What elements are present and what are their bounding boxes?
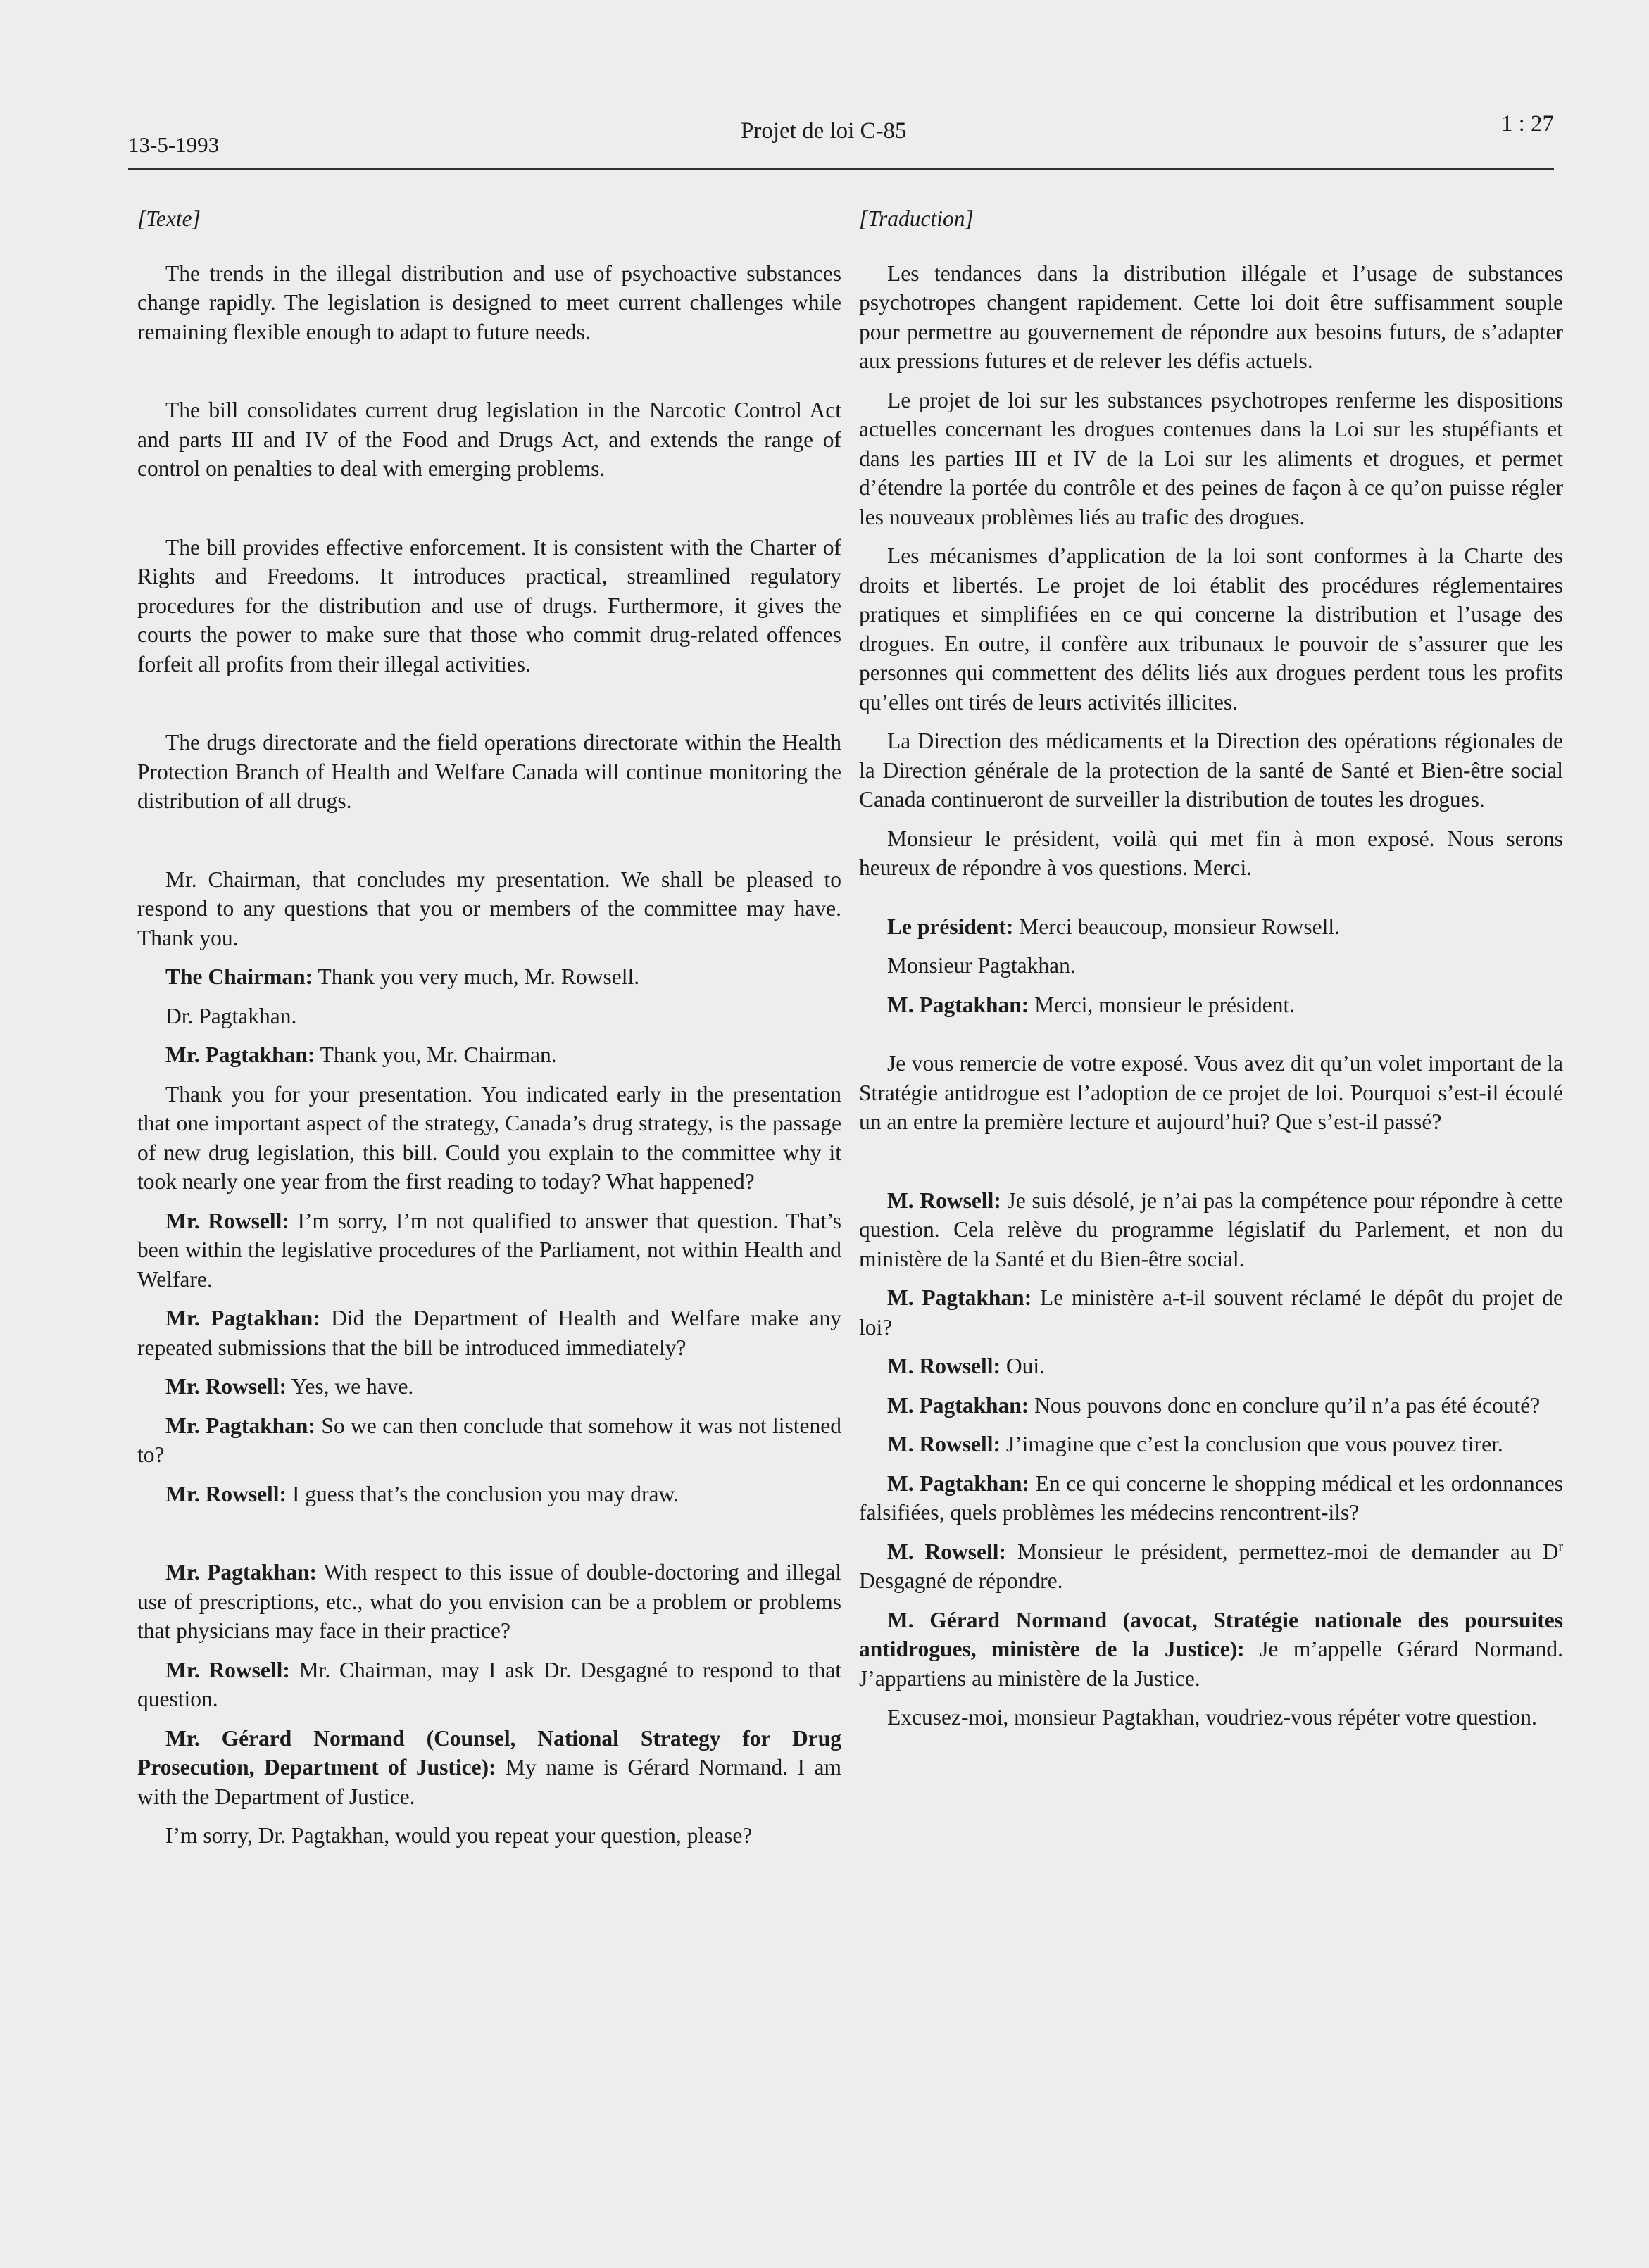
speaker-name: Mr. Rowsell: bbox=[165, 1208, 289, 1233]
speaker-name: Mr. Pagtakhan: bbox=[165, 1306, 320, 1330]
paragraph: Mr. Chairman, that concludes my presentation. We shall be pleased to respond to any questions that you or members of the committee may have. Thank you. bbox=[137, 867, 841, 950]
paragraph: Les mécanismes d’application de la loi sont conformes à la Charte des droits et libertés. Le projet de loi établit des procédures réglementaires pratiques et simplifiées en ce qui concerne la distribution et l’usage des drogues. En outre, il confère aux tribunaux le pouvoir de s’assurer que les personnes qui commettent des délits liés aux drogues perdent tous les profits qu’elles ont tirés de leurs activités illicites. bbox=[859, 543, 1563, 714]
paragraph: La Direction des médicaments et la Direction des opérations régionales de la Direction générale de la protection de la santé de Santé et Bien-être social Canada continueront de surveiller la distribution de toutes les drogues. bbox=[859, 729, 1563, 812]
speech-text: Je m’appelle Gérard Normand. J’appartiens au ministère de la Justice. bbox=[859, 1637, 1564, 1691]
speech-text: Merci beaucoup, monsieur Rowsell. bbox=[1013, 914, 1340, 939]
speech bbox=[859, 1537, 1563, 1596]
header-title: Projet de loi C-85 bbox=[741, 118, 907, 144]
speaker-name: Mr. Rowsell: bbox=[165, 1374, 287, 1399]
speech-text: With respect to this issue of double-doctoring and illegal use of prescriptions, etc., what do you envision can be a problem or problems that physicians may face in their practice? bbox=[137, 1560, 841, 1643]
english-column bbox=[137, 204, 841, 1851]
speech-text: My name is Gérard Normand. I am with the Department of Justice. bbox=[137, 1755, 841, 1809]
speech bbox=[137, 1304, 841, 1362]
paragraph: Monsieur le président, voilà qui met fin à mon exposé. Nous serons heureux de répondre à vos questions. Merci. bbox=[859, 826, 1563, 880]
paragraph: I’m sorry, Dr. Pagtakhan, would you repeat your question, please? bbox=[165, 1823, 753, 1848]
column-label-texte: [Texte] bbox=[137, 206, 201, 231]
speech-text: Thank you, Mr. Chairman. bbox=[315, 1042, 557, 1067]
speech-text: Did the Department of Health and Welfare make any repeated submissions that the bill be introduced immediately? bbox=[137, 1306, 841, 1360]
speaker-name: M. Pagtakhan: bbox=[887, 1392, 1029, 1418]
speech-text: I’m sorry, I’m not qualified to answer that question. That’s been within the legislative procedures of the Parliament, not within Health and Welfare. bbox=[137, 1208, 841, 1292]
paragraph: The trends in the illegal distribution and use of psychoactive substances change rapidly. The legislation is designed to meet current challenges while remaining flexible enough to adapt to future needs. bbox=[137, 260, 841, 344]
paragraph: Thank you for your presentation. You indicated early in the presentation that one important aspect of the strategy, Canada’s drug strategy, is the passage of new drug legislation, this bill. Could you explain to the committee why it took nearly one year from the first reading to today? What happened? bbox=[137, 1081, 841, 1194]
speech bbox=[859, 912, 1563, 942]
speech bbox=[137, 1656, 841, 1714]
speech bbox=[137, 1040, 841, 1070]
paragraph: Le projet de loi sur les substances psychotropes renferme les dispositions actuelles concernant les drogues contenues dans la Loi sur les stupéfiants et dans les parties III et IV de la Loi sur les aliments et drogues, et permet d’étendre la portée du contrôle et des peines de façon à ce qu’on puisse régler les nouveaux problèmes liés au trafic des drogues. bbox=[859, 387, 1563, 529]
speaker-name: Mr. Pagtakhan: bbox=[165, 1560, 317, 1585]
speaker-name: Mr. Rowsell: bbox=[165, 1481, 287, 1506]
paragraph: The bill provides effective enforcement. It is consistent with the Charter of Rights and Freedoms. It introduces practical, streamlined regulatory procedures for the distribution and use of drugs. Furthermore, it gives the courts the power to make sure that those who commit drug-related offences forfeit all profits from their illegal activities. bbox=[137, 534, 841, 676]
paragraph: Monsieur Pagtakhan. bbox=[887, 953, 1076, 978]
speech bbox=[859, 990, 1563, 1020]
page-header bbox=[128, 111, 1554, 170]
speech bbox=[137, 1558, 841, 1646]
speaker-name: M. Gérard Normand (avocat, Stratégie nationale des poursuites antidrogues, ministère de la Justice): bbox=[859, 1607, 1563, 1661]
paragraph: Excusez-moi, monsieur Pagtakhan, voudriez-vous répéter votre question. bbox=[887, 1705, 1537, 1730]
speech bbox=[859, 1352, 1563, 1381]
speaker-name: Mr. Pagtakhan: bbox=[165, 1042, 315, 1067]
speaker-name: M. Rowsell: bbox=[887, 1432, 1001, 1456]
speech bbox=[859, 1469, 1563, 1527]
speech-text: Desgagné de répondre. bbox=[859, 1568, 1063, 1593]
speaker-name: Mr. Rowsell: bbox=[165, 1657, 290, 1682]
speech-text: Thank you very much, Mr. Rowsell. bbox=[313, 964, 640, 989]
speech bbox=[859, 1606, 1563, 1694]
header-page-number: 1 : 27 bbox=[1500, 111, 1554, 137]
speaker-name: M. Rowsell: bbox=[887, 1354, 1001, 1378]
speech bbox=[137, 1724, 841, 1812]
column-label-traduction: [Traduction] bbox=[859, 206, 974, 231]
speech bbox=[859, 1283, 1563, 1342]
speech bbox=[859, 1186, 1563, 1274]
speech bbox=[859, 1391, 1563, 1420]
speech-text: So we can then conclude that somehow it was not listened to? bbox=[137, 1413, 841, 1467]
speech-text: Yes, we have. bbox=[287, 1374, 414, 1399]
speech bbox=[137, 1207, 841, 1294]
speaker-name: M. Pagtakhan: bbox=[887, 1470, 1030, 1496]
speech-text: J’imagine que c’est la conclusion que vous pouvez tirer. bbox=[1000, 1432, 1503, 1456]
superscript: r bbox=[1558, 1539, 1563, 1554]
speech-text: Oui. bbox=[1000, 1354, 1045, 1378]
speech-text: Mr. Chairman, may I ask Dr. Desgagné to respond to that question. bbox=[137, 1657, 841, 1711]
speaker-name: Le président: bbox=[887, 914, 1014, 939]
paragraph: Les tendances dans la distribution illégale et l’usage de substances psychotropes changent rapidement. Cette loi doit être suffisamment souple pour permettre au gouvernement de répondre aux besoins futurs, de s’adapter aux pressions futures et de relever les défis actuels. bbox=[859, 260, 1563, 373]
paragraph: The drugs directorate and the field operations directorate within the Health Protection Branch of Health and Welfare Canada will continue monitoring the distribution of all drugs. bbox=[137, 730, 841, 813]
paragraph: The bill consolidates current drug legislation in the Narcotic Control Act and parts III and IV of the Food and Drugs Act, and extends the range of control on penalties to deal with emerging problems. bbox=[137, 398, 841, 481]
french-column bbox=[859, 204, 1563, 1732]
speech bbox=[137, 962, 841, 992]
speaker-name: M. Rowsell: bbox=[887, 1539, 1007, 1564]
speech-text: I guess that’s the conclusion you may draw. bbox=[287, 1481, 679, 1506]
speech-text: Merci, monsieur le président. bbox=[1029, 992, 1296, 1017]
speech-text: Nous pouvons donc en conclure qu’il n’a pas été écouté? bbox=[1029, 1392, 1541, 1418]
speech-text: Je suis désolé, je n’ai pas la compétence pour répondre à cette question. Cela relève du programme législatif du Parlement, et non du ministère de la Santé et du Bien-être social. bbox=[859, 1187, 1563, 1271]
speaker-name: M. Pagtakhan: bbox=[887, 1285, 1032, 1310]
speaker-name: Mr. Pagtakhan: bbox=[165, 1413, 315, 1438]
speaker-name: M. Rowsell: bbox=[887, 1187, 1001, 1213]
speech bbox=[137, 1480, 841, 1509]
speaker-name: The Chairman: bbox=[165, 964, 313, 989]
speech bbox=[137, 1372, 841, 1401]
speaker-name: M. Pagtakhan: bbox=[887, 992, 1029, 1017]
paragraph: Je vous remercie de votre exposé. Vous avez dit qu’un volet important de la Stratégie antidrogue est l’adoption de ce projet de loi. Pourquoi s’est-il écoulé un an entre la première lecture et aujourd’hui? Que s’est-il passé? bbox=[859, 1051, 1563, 1134]
paragraph: Dr. Pagtakhan. bbox=[165, 1003, 297, 1028]
speech-text: Monsieur le président, permettez-moi de demander au D bbox=[1006, 1539, 1559, 1564]
speech bbox=[137, 1411, 841, 1470]
speaker-name: Mr. Gérard Normand (Counsel, National Strategy for Drug Prosecution, Department of Justice): bbox=[137, 1725, 841, 1779]
speech-text: En ce qui concerne le shopping médical et les ordonnances falsifiées, quels problèmes les médecins rencontrent-ils? bbox=[859, 1470, 1563, 1525]
header-date: 13-5-1993 bbox=[128, 132, 220, 157]
speech-text: Le ministère a-t-il souvent réclamé le dépôt du projet de loi? bbox=[859, 1285, 1563, 1340]
speech bbox=[859, 1430, 1563, 1459]
